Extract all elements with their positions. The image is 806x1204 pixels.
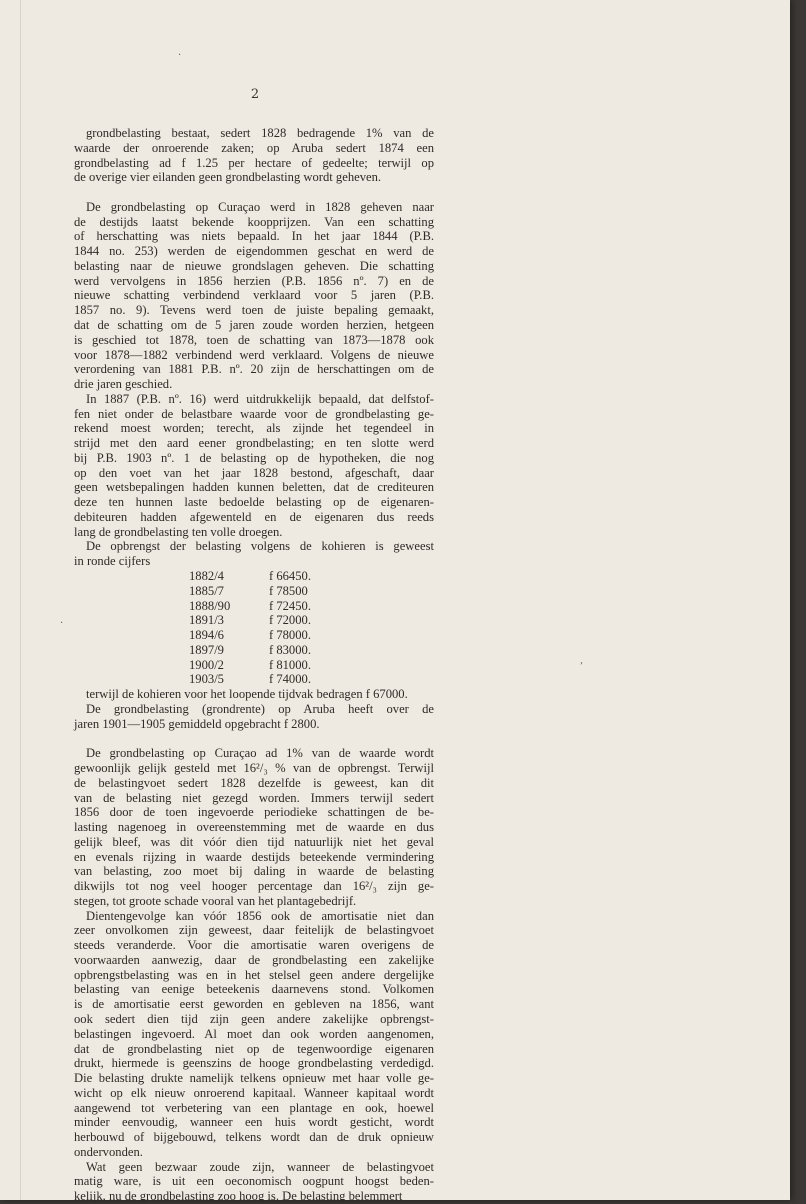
text-line: wicht op elk nieuw onroerend kapitaal. Wanneer kapitaal wordt (74, 1085, 434, 1100)
text-line: Die belasting drukte namelijk telkens opnieuw met haar volle ge- (74, 1071, 434, 1086)
text-line: rekend moest worden; terecht, als zijnde het tegendeel in (74, 421, 434, 436)
paragraph (74, 746, 434, 908)
text-line: De grondbelasting (grondrente) op Aruba heeft over de (86, 701, 434, 716)
amount-cell: f 83000. (269, 642, 311, 657)
text-line: In 1887 (P.B. nº. 16) werd uitdrukkelijk bepaald, dat delfstof- (86, 391, 434, 406)
text-line: van de belasting niet gezegd worden. Immers terwijl sedert (74, 790, 434, 805)
text-line: lang de grondbelasting ten volle droegen. (74, 524, 283, 539)
text-line: De grondbelasting op Curaçao ad 1% van de waarde wordt (86, 746, 434, 761)
amount-cell: f 74000. (269, 672, 311, 687)
text-line: drukt, hiermede is geenszins de hooge grondbelasting verdedigd. (74, 1056, 434, 1071)
period-cell: 1885/7 (189, 583, 224, 598)
text-line: steeds veranderde. Voor die amortisatie waren overigens de (74, 938, 434, 953)
text-line: de destijds laatst bekende koopprijzen. Van een schatting (74, 214, 434, 229)
text-line: 1857 no. 9). Tevens werd toen de juiste bepaling gemaakt, (74, 303, 434, 318)
text-line: dat de schatting om de 5 jaren zoude worden herzien, hetgeen (74, 317, 434, 332)
text-line: gewoonlijk gelijk gesteld met 16²/₃ % van de opbrengst. Terwijl (74, 760, 434, 775)
amount-cell: f 72000. (269, 613, 311, 628)
text-line: jaren 1901—1905 gemiddeld opgebracht f 2800. (74, 716, 320, 731)
text-line: is de amortisatie eerst geworden en gebleven na 1856, want (74, 997, 434, 1012)
page-number: 2 (250, 87, 260, 102)
table-row (189, 672, 434, 687)
text-line: dat de grondbelasting niet op de tegenwoordige eigenaren (74, 1041, 434, 1056)
text-line: in ronde cijfers (74, 554, 151, 569)
text-line: verordening van 1881 P.B. nº. 20 zijn de herschattingen om de (74, 362, 434, 377)
table-row (189, 599, 434, 614)
period-cell: 1891/3 (189, 613, 224, 628)
text-line: De grondbelasting op Curaçao werd in 1828 geheven naar (86, 199, 434, 214)
paragraph (74, 539, 434, 569)
text-line: minder eenvoudig, wanneer een huis wordt gesticht, wordt (74, 1115, 434, 1130)
text-line: drie jaren geschied. (74, 377, 173, 392)
text-line: van belasting, zoo moet bij daling in waarde de belasting (74, 864, 434, 879)
table-row (189, 628, 434, 643)
paragraph (74, 200, 434, 392)
amount-cell: f 78500 (269, 583, 308, 598)
amount-cell: f 72450. (269, 598, 311, 613)
table-row (189, 569, 434, 584)
text-line: bij P.B. 1903 nº. 1 de belasting op de hypotheken, die nog (74, 450, 434, 465)
table-row (189, 613, 434, 628)
text-line: zeer onvolkomen zijn geweest, daar feitelijk de belastingvoet (74, 923, 434, 938)
paragraph (74, 687, 434, 702)
text-line: 1856 door de toen ingevoerde periodieke schattingen de be- (74, 805, 434, 820)
paragraph-gap (74, 731, 434, 746)
paragraph-gap (74, 185, 434, 200)
text-line: belasting naar de nieuwe grondslagen geheven. Die schatting (74, 258, 434, 273)
table-row (189, 658, 434, 673)
text-line: aangewend tot verbetering van een plantage en ook, hoewel (74, 1100, 434, 1115)
paragraph (74, 702, 434, 732)
text-line: voor 1878—1882 verbindend werd verklaard. Volgens de nieuwe (74, 347, 434, 362)
text-line: kelijk, nu de grondbelasting zoo hoog is. De belasting belemmert (74, 1189, 403, 1204)
text-line: ook sedert dien tijd zijn geen andere zakelijke opbrengst- (74, 1012, 434, 1026)
text-line: ondervonden. (74, 1144, 143, 1159)
text-line: is geschied tot 1878, toen de schatting van 1873—1878 ook (74, 332, 434, 347)
revenue-table (189, 569, 434, 687)
text-line: waarde der onroerende zaken; op Aruba sedert 1874 een (74, 140, 434, 155)
amount-cell: f 81000. (269, 657, 311, 672)
period-cell: 1894/6 (189, 628, 224, 643)
period-cell: 1900/2 (189, 657, 224, 672)
speck-mark: , (580, 655, 584, 666)
table-row (189, 584, 434, 599)
period-cell: 1897/9 (189, 642, 224, 657)
text-line: Wat geen bezwaar zoude zijn, wanneer de belastingvoet (86, 1159, 434, 1174)
text-line: grondbelasting bestaat, sedert 1828 bedragende 1% van de (86, 126, 434, 140)
text-line: de belastingvoet sedert 1828 dezelfde is geweest, kan dit (74, 775, 434, 790)
text-line: debiteuren hadden afgewenteld en de eigenaren dus reeds (74, 509, 434, 524)
body-text (74, 126, 434, 1204)
page-edge-line (20, 0, 21, 1200)
text-line: herbouwd of bijgebouwd, telkens wordt dan de druk opnieuw (74, 1130, 434, 1145)
text-line: 1844 no. 253) werden de eigendommen geschat en werd de (74, 244, 434, 259)
text-line: of herschatting was niets bepaald. In het jaar 1844 (P.B. (74, 229, 434, 244)
paragraph (74, 1160, 434, 1204)
text-line: matig ware, is uit een oeconomisch oogpunt hoogst beden- (74, 1174, 434, 1189)
text-line: deze ten hunnen laste bedoelde belasting op de eigenaren- (74, 495, 434, 510)
text-line: Dientengevolge kan vóór 1856 ook de amortisatie niet dan (86, 908, 434, 923)
text-line: nieuwe schatting verbindend verklaard voor 5 jaren (P.B. (74, 288, 434, 303)
text-line: De opbrengst der belasting volgens de kohieren is geweest (86, 539, 434, 554)
text-line: werd vervolgens in 1856 herzien (P.B. 1856 nº. 7) en de (74, 273, 434, 288)
paragraph (74, 126, 434, 185)
text-line: belasting van eenige beteekenis daarnevens stond. Volkomen (74, 982, 434, 997)
text-line: op den voet van het jaar 1828 bestond, afgeschaft, daar (74, 465, 434, 480)
speck-mark: · (178, 50, 182, 61)
text-line: de overige vier eilanden geen grondbelasting wordt geheven. (74, 170, 382, 185)
amount-cell: f 66450. (269, 569, 311, 583)
period-cell: 1903/5 (189, 672, 224, 687)
paragraph (74, 909, 434, 1160)
text-line: stegen, tot groote schade vooral van het plantagebedrijf. (74, 893, 357, 908)
text-line: gelijk bleef, was dit vóór dien tijd natuurlijk niet het geval (74, 834, 434, 849)
paragraph (74, 392, 434, 540)
text-line: voorwaarden aanwezig, daar de grondbelasting een zakelijke (74, 952, 434, 967)
text-line: belastingen ingevoerd. Al moet dan ook worden aangenomen, (74, 1026, 434, 1041)
text-line: grondbelasting ad f 1.25 per hectare of gedeelte; terwijl op (74, 155, 434, 170)
text-line: lasting nagenoeg in overeenstemming met de waarde en dus (74, 820, 434, 835)
speck-mark: · (60, 618, 64, 629)
period-cell: 1882/4 (189, 569, 224, 583)
text-line: dikwijls tot nog veel hooger percentage dan 16²/₃ zijn ge- (74, 879, 434, 894)
text-line: geen wetsbepalingen hadden kunnen beletten, dat de crediteuren (74, 480, 434, 495)
text-line: strijd met den aard eener grondbelasting; en ten slotte werd (74, 436, 434, 451)
period-cell: 1888/90 (189, 598, 231, 613)
table-row (189, 643, 434, 658)
amount-cell: f 78000. (269, 628, 311, 643)
text-line: opbrengstbelasting was en in het stelsel geen andere dergelijke (74, 967, 434, 982)
text-line: terwijl de kohieren voor het loopende tijdvak bedragen f 67000. (86, 687, 408, 702)
text-line: en evenals rijzing in waarde destijds beteekende vermindering (74, 849, 434, 864)
text-line: fen niet onder de belastbare waarde voor de grondbelasting ge- (74, 406, 434, 421)
